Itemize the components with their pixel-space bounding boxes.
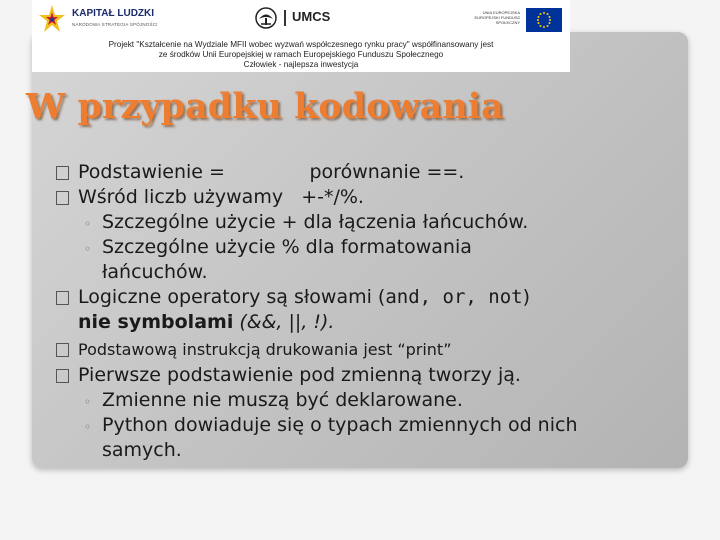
list-item (56, 210, 696, 235)
bullet-text-continued: samych. (102, 439, 182, 461)
square-bullet-icon (56, 343, 69, 357)
eu-logo (464, 8, 564, 34)
bullet-list (56, 160, 696, 463)
kapital-ludzki-logo (38, 4, 170, 36)
ring-bullet-icon: ◦ (84, 420, 92, 434)
project-banner (32, 0, 570, 72)
list-item (56, 235, 696, 285)
list-item (56, 285, 696, 335)
eu-fund-text: UNIA EUROPEJSKA EUROPEJSKI FUNDUSZ SPOŁECZNY (474, 10, 520, 25)
bullet-text: Logiczne operatory są słowami ( (78, 286, 386, 308)
ring-bullet-icon: ◦ (84, 395, 92, 409)
project-line-2: ze środków Unii Europejskiej w ramach Europejskiego Funduszu Społecznego (158, 50, 444, 59)
code-symbols: (&&, ||, !). (239, 311, 335, 333)
slide-title: W przypadku kodowania (26, 86, 504, 127)
bullet-text: Wśród liczb używamy +-*/%. (78, 186, 364, 208)
star-icon (38, 4, 66, 34)
project-description (32, 40, 570, 70)
eu-flag-icon (526, 8, 562, 32)
list-item (56, 413, 696, 463)
list-item (56, 185, 696, 210)
umcs-wordmark: UMCS (292, 9, 331, 24)
bullet-text-continued: łańcuchów. (102, 261, 208, 283)
list-item (56, 363, 696, 388)
square-bullet-icon (56, 291, 69, 305)
bullet-text: Podstawienie = porównanie ==. (78, 161, 465, 183)
bullet-text: Zmienne nie muszą być deklarowane. (102, 389, 463, 411)
bullet-text: Szczególne użycie % dla formatowania (102, 236, 472, 258)
code-keyword-print: “print” (397, 340, 452, 359)
umcs-divider (284, 10, 286, 26)
kapital-ludzki-title: KAPITAŁ LUDZKI (72, 8, 155, 19)
umcs-logo (254, 6, 374, 32)
ring-bullet-icon: ◦ (84, 242, 92, 256)
list-item (56, 339, 696, 361)
square-bullet-icon (56, 191, 69, 205)
list-item (56, 388, 696, 413)
bullet-text: ) (522, 286, 531, 308)
university-emblem-icon (254, 6, 278, 30)
project-line-3: Człowiek - najlepsza inwestycja (243, 60, 359, 69)
square-bullet-icon (56, 369, 69, 383)
ring-bullet-icon: ◦ (84, 217, 92, 231)
bullet-text: Szczególne użycie + dla łączenia łańcuchów. (102, 211, 529, 233)
list-item (56, 160, 696, 185)
project-line-1: Projekt "Kształcenie na Wydziale MFII wobec wyzwań współczesnego rynku pracy" współfinansowany jest (108, 40, 494, 49)
kapital-ludzki-subtitle: NARODOWA STRATEGIA SPÓJNOŚCI (72, 22, 158, 27)
code-keywords: and, or, not (385, 286, 523, 308)
square-bullet-icon (56, 166, 69, 180)
bullet-text: Pierwsze podstawienie pod zmienną tworzy ją. (78, 364, 521, 386)
bullet-text: Podstawową instrukcją drukowania jest (78, 340, 398, 359)
bullet-text: Python dowiaduje się o typach zmiennych od nich (102, 414, 578, 436)
bold-text: nie symbolami (78, 311, 234, 333)
